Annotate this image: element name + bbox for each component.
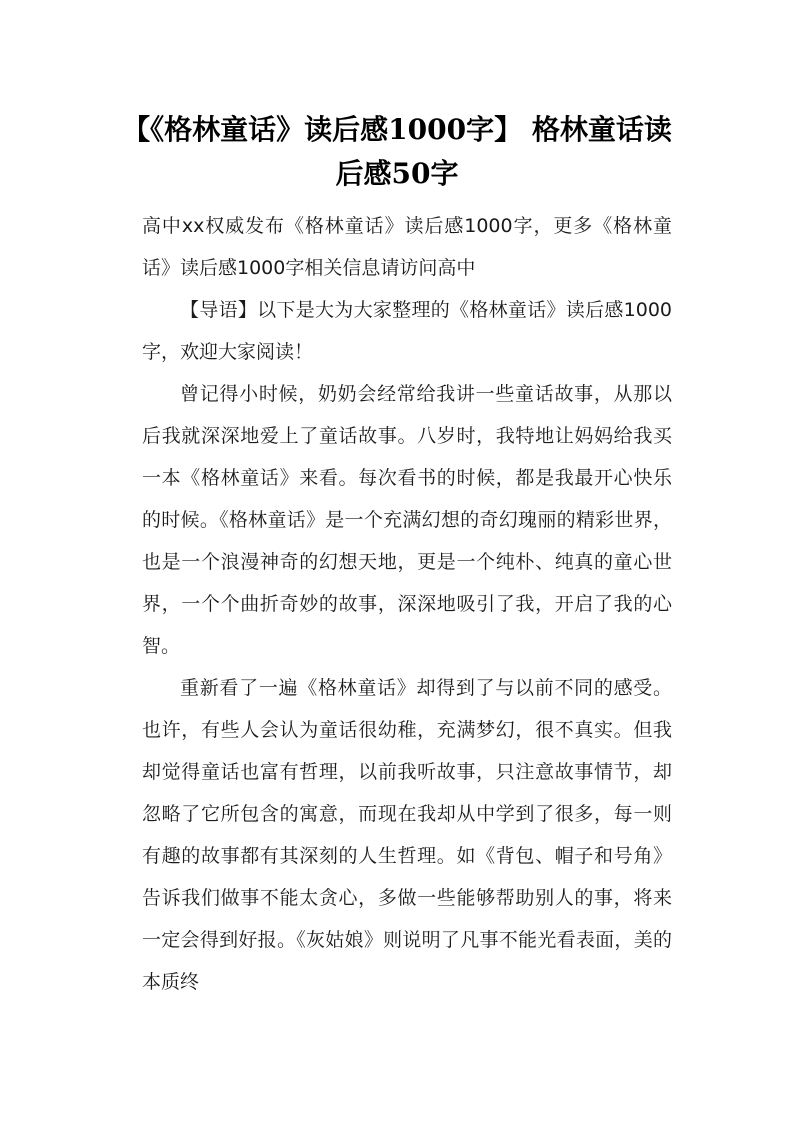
body-paragraph-2: 重新看了一遍《格林童话》却得到了与以前不同的感受。也许，有些人会认为童话很幼稚，充满梦幻，很不真实。但我却觉得童话也富有哲理，以前我听故事，只注意故事情节，却忽略了它所包含的寓意，而现在我却从中学到了很多，每一则有趣的故事都有其深刻的人生哲理。如《背包、帽子和号角》告诉我们做事不能太贪心，多做一些能够帮助别人的事，将来一定会得到好报。《灰姑娘》则说明了凡事不能光看表面，美的本质终: [142, 677, 672, 993]
intro-paragraph: 【导语】以下是大为大家整理的《格林童话》读后感1000字，欢迎大家阅读！: [142, 299, 672, 363]
body-paragraph-1: 曾记得小时候，奶奶会经常给我讲一些童话故事，从那以后我就深深地爱上了童话故事。八岁时，我特地让妈妈给我买一本《格林童话》来看。每次看书的时候，都是我最开心快乐的时候。《格林童话》是一个充满幻想的奇幻瑰丽的精彩世界，也是一个浪漫神奇的幻想天地，更是一个纯朴、纯真的童心世界，一个个曲折奇妙的故事，深深地吸引了我，开启了我的心智。: [142, 383, 672, 657]
source-paragraph: 高中xx权威发布《格林童话》读后感1000字，更多《格林童话》读后感1000字相关信息请访问高中: [142, 215, 672, 279]
document-title: 【《格林童话》读后感1000字】 格林童话读后感50字: [122, 113, 672, 190]
document-body: [142, 205, 672, 1003]
